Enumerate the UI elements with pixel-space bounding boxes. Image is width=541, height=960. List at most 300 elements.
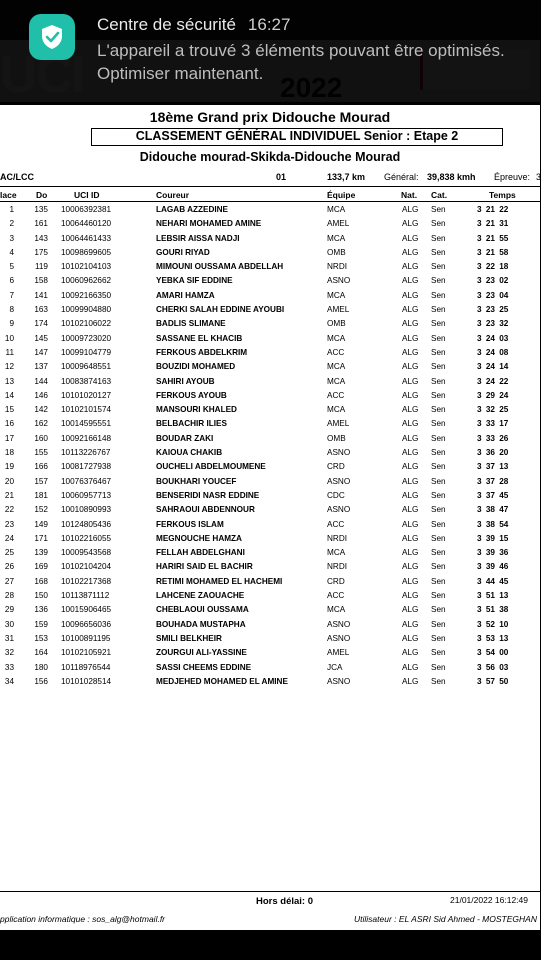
stage-number: 01 (276, 172, 287, 182)
team-code: ASNO (327, 276, 351, 286)
table-row (0, 547, 540, 561)
nationality: ALG (402, 462, 419, 472)
bib-number: 141 (34, 290, 48, 300)
rider-place: 15 (4, 405, 14, 415)
rider-place: 23 (4, 519, 14, 529)
category: Sen (431, 619, 446, 629)
finish-time: 3 38 47 (477, 505, 509, 515)
operator-credit: Utilisateur : EL ASRI Sid Ahmed - MOSTEGHAN (354, 914, 537, 924)
rider-name: KAIOUA CHAKIB (156, 448, 223, 458)
team-code: CRD (327, 576, 345, 586)
table-row (0, 504, 540, 518)
rider-name: GOURI RIYAD (156, 247, 210, 257)
uci-id: 10064460120 (61, 219, 112, 229)
finish-time: 3 29 24 (477, 390, 509, 400)
nationality: ALG (402, 433, 419, 443)
nationality: ALG (402, 662, 419, 672)
rider-name: YEBKA SIF EDDINE (156, 276, 233, 286)
finish-time: 3 39 36 (477, 548, 509, 558)
finish-time: 3 51 13 (477, 591, 509, 601)
category: Sen (431, 276, 446, 286)
nationality: ALG (402, 605, 419, 615)
category: Sen (431, 419, 446, 429)
table-row (0, 490, 540, 504)
table-row (0, 447, 540, 461)
category: Sen (431, 676, 446, 686)
nationality: ALG (402, 219, 419, 229)
team-code: ACC (327, 390, 345, 400)
finish-time: 3 21 31 (477, 219, 509, 229)
category: Sen (431, 362, 446, 372)
rider-name: MANSOURI KHALED (156, 405, 237, 415)
category-code: AC/LCC (0, 172, 34, 182)
category: Sen (431, 262, 446, 272)
col-do: Do (36, 190, 48, 200)
nationality: ALG (402, 305, 419, 315)
uci-id: 10102217368 (61, 576, 112, 586)
bib-number: 157 (34, 476, 48, 486)
table-row (0, 418, 540, 432)
security-notification[interactable] (0, 0, 540, 105)
uci-id: 10010890993 (61, 505, 112, 515)
finish-time: 3 38 54 (477, 519, 509, 529)
finish-time: 3 52 10 (477, 619, 509, 629)
table-row (0, 633, 540, 647)
rider-place: 12 (4, 362, 14, 372)
epreuve-label: Épreuve: (494, 172, 531, 182)
rider-place: 5 (9, 262, 14, 272)
table-row (0, 533, 540, 547)
category: Sen (431, 233, 446, 243)
rider-name: SMILI BELKHEIR (156, 633, 222, 643)
bib-number: 146 (34, 390, 48, 400)
general-speed: 39,838 kmh (427, 172, 476, 182)
category: Sen (431, 576, 446, 586)
bib-number: 169 (34, 562, 48, 572)
table-row (0, 619, 540, 633)
rider-place: 24 (4, 533, 14, 543)
finish-time: 3 44 45 (477, 576, 509, 586)
table-row (0, 576, 540, 590)
category: Sen (431, 533, 446, 543)
uci-id: 10102216055 (61, 533, 112, 543)
hors-delai: Hors délai: 0 (256, 896, 314, 907)
nationality: ALG (402, 290, 419, 300)
table-row (0, 590, 540, 604)
finish-time: 3 24 22 (477, 376, 509, 386)
category: Sen (431, 519, 446, 529)
rider-place: 14 (4, 390, 14, 400)
rider-place: 20 (4, 476, 14, 486)
rider-name: BOUZIDI MOHAMED (156, 362, 236, 372)
rider-place: 18 (4, 448, 14, 458)
team-code: JCA (327, 662, 343, 672)
epreuve-value: 3 (536, 172, 541, 182)
rider-place: 32 (4, 648, 14, 658)
bib-number: 137 (34, 362, 48, 372)
divider (0, 201, 540, 202)
bib-number: 164 (34, 648, 48, 658)
uci-id: 10060957713 (61, 490, 112, 500)
uci-id: 10081727938 (61, 462, 112, 472)
rider-place: 29 (4, 605, 14, 615)
uci-id: 10113226767 (61, 448, 111, 458)
uci-id: 10009543568 (61, 548, 112, 558)
rider-name: FERKOUS ISLAM (156, 519, 224, 529)
general-label: Général: (384, 172, 419, 182)
table-row (0, 376, 540, 390)
rider-name: FERKOUS AYOUB (156, 390, 227, 400)
nationality: ALG (402, 319, 419, 329)
rider-place: 11 (5, 347, 14, 357)
rider-name: RETIMI MOHAMED EL HACHEMI (156, 576, 283, 586)
bib-number: 163 (34, 305, 48, 315)
bib-number: 166 (34, 462, 48, 472)
team-code: NRDI (327, 262, 348, 272)
divider (0, 891, 540, 892)
rider-name: BADLIS SLIMANE (156, 319, 226, 329)
stage-meta (0, 172, 540, 186)
nationality: ALG (402, 205, 419, 214)
bib-number: 119 (34, 262, 48, 272)
finish-time: 3 24 08 (477, 347, 509, 357)
uci-id: 10102105921 (61, 648, 112, 658)
rider-name: HARIRI SAID EL BACHIR (156, 562, 253, 572)
uci-id: 10014595551 (61, 419, 112, 429)
notification-app-name: Centre de sécurité (97, 15, 236, 34)
category: Sen (431, 633, 446, 643)
finish-time: 3 53 13 (477, 633, 509, 643)
finish-time: 3 33 26 (477, 433, 509, 443)
nationality: ALG (402, 276, 419, 286)
bib-number: 139 (34, 548, 48, 558)
rider-place: 4 (9, 247, 14, 257)
team-code: ACC (327, 519, 345, 529)
rider-place: 30 (4, 619, 14, 629)
rider-name: CHEBLAOUI OUSSAMA (156, 605, 249, 615)
rider-place: 34 (4, 676, 14, 686)
rider-name: FELLAH ABDELGHANI (156, 548, 245, 558)
nationality: ALG (402, 476, 419, 486)
uci-id: 10099104779 (61, 347, 112, 357)
uci-id: 10096656036 (61, 619, 112, 629)
nationality: ALG (402, 247, 419, 257)
rider-place: 7 (9, 290, 14, 300)
table-row (0, 318, 540, 332)
team-code: OMB (327, 433, 346, 443)
nationality: ALG (402, 376, 419, 386)
team-code: MCA (327, 605, 346, 615)
finish-time: 3 21 22 (477, 205, 509, 214)
team-code: AMEL (327, 219, 350, 229)
category: Sen (431, 247, 446, 257)
category: Sen (431, 433, 446, 443)
finish-time: 3 39 15 (477, 533, 509, 543)
table-row (0, 261, 540, 275)
nationality: ALG (402, 390, 419, 400)
rider-name: LAGAB AZZEDINE (156, 205, 229, 214)
uci-id: 10015906465 (61, 605, 112, 615)
rider-place: 19 (4, 462, 14, 472)
category: Sen (431, 347, 446, 357)
bib-number: 145 (34, 333, 48, 343)
rider-place: 3 (9, 233, 14, 243)
rider-place: 17 (4, 433, 14, 443)
uci-id: 10118976544 (61, 662, 111, 672)
uci-id: 10098699605 (61, 247, 112, 257)
rider-name: BOUDAR ZAKI (156, 433, 214, 443)
category: Sen (431, 605, 446, 615)
nationality: ALG (402, 448, 419, 458)
category: Sen (431, 333, 446, 343)
nationality: ALG (402, 333, 419, 343)
nationality: ALG (402, 233, 419, 243)
finish-time: 3 37 28 (477, 476, 509, 486)
team-code: MCA (327, 333, 346, 343)
rider-place: 26 (4, 562, 14, 572)
table-row (0, 676, 540, 690)
nationality: ALG (402, 419, 419, 429)
nationality: ALG (402, 505, 419, 515)
category: Sen (431, 390, 446, 400)
nationality: ALG (402, 619, 419, 629)
team-code: ASNO (327, 619, 351, 629)
col-rider: Coureur (156, 190, 190, 200)
team-code: ASNO (327, 676, 351, 686)
notification-title (97, 15, 290, 35)
bib-number: 174 (34, 319, 48, 329)
table-row (0, 476, 540, 490)
rider-place: 6 (9, 276, 14, 286)
bib-number: 135 (34, 205, 48, 214)
team-code: MCA (327, 290, 346, 300)
uci-id: 10083874163 (61, 376, 112, 386)
finish-time: 3 54 00 (477, 648, 509, 658)
team-code: NRDI (327, 562, 348, 572)
col-nat: Nat. (401, 190, 418, 200)
table-row (0, 604, 540, 618)
nationality: ALG (402, 633, 419, 643)
rider-name: BOUHADA MUSTAPHA (156, 619, 246, 629)
bib-number: 161 (34, 219, 48, 229)
rider-name: BENSERIDI NASR EDDINE (156, 490, 260, 500)
nationality: ALG (402, 576, 419, 586)
team-code: ACC (327, 591, 345, 601)
table-row (0, 662, 540, 676)
team-code: OMB (327, 247, 346, 257)
rider-place: 28 (4, 591, 14, 601)
bib-number: 147 (34, 347, 48, 357)
rider-name: ZOURGUI ALI-YASSINE (156, 648, 247, 658)
col-place: lace (0, 190, 17, 200)
divider (0, 186, 540, 187)
uci-id: 10092166350 (61, 290, 112, 300)
team-code: MCA (327, 233, 346, 243)
category: Sen (431, 462, 446, 472)
notification-message: L'appareil a trouvé 3 éléments pouvant être optimisés. Optimiser maintenant. (97, 41, 505, 83)
finish-time: 3 21 55 (477, 233, 509, 243)
col-time: Temps (489, 190, 516, 200)
rider-place: 1 (9, 205, 14, 214)
table-row (0, 304, 540, 318)
nationality: ALG (402, 548, 419, 558)
rider-name: SAHRAOUI ABDENNOUR (156, 505, 255, 515)
bib-number: 149 (34, 519, 48, 529)
team-code: ASNO (327, 448, 351, 458)
finish-time: 3 32 25 (477, 405, 509, 415)
category: Sen (431, 405, 446, 415)
bib-number: 168 (34, 576, 48, 586)
category: Sen (431, 305, 446, 315)
finish-time: 3 56 03 (477, 662, 509, 672)
table-row (0, 290, 540, 304)
rider-name: MEGNOUCHE HAMZA (156, 533, 242, 543)
bib-number: 162 (34, 419, 48, 429)
category: Sen (431, 662, 446, 672)
team-code: MCA (327, 362, 346, 372)
nationality: ALG (402, 405, 419, 415)
col-cat: Cat. (431, 190, 448, 200)
table-row (0, 204, 540, 218)
stage-route: Didouche mourad-Skikda-Didouche Mourad (139, 150, 401, 164)
table-row (0, 347, 540, 361)
stage-distance: 133,7 km (327, 172, 366, 182)
rider-name: OUCHELI ABDELMOUMENE (156, 462, 266, 472)
nationality: ALG (402, 347, 419, 357)
bib-number: 142 (34, 405, 48, 415)
uci-id: 10100891195 (61, 633, 111, 643)
bib-number: 156 (34, 676, 48, 686)
uci-id: 10101028514 (61, 676, 112, 686)
bib-number: 136 (34, 605, 48, 615)
category: Sen (431, 490, 446, 500)
rider-name: LAHCENE ZAOUACHE (156, 591, 245, 601)
bib-number: 160 (34, 433, 48, 443)
finish-time: 3 24 14 (477, 362, 509, 372)
category: Sen (431, 591, 446, 601)
table-row (0, 390, 540, 404)
rider-place: 33 (4, 662, 14, 672)
shield-check-icon (29, 14, 75, 60)
team-code: MCA (327, 205, 346, 214)
rider-place: 22 (4, 505, 14, 515)
table-row (0, 561, 540, 575)
bib-number: 180 (34, 662, 48, 672)
table-row (0, 461, 540, 475)
uci-id: 10009723020 (61, 333, 112, 343)
uci-id: 10102104204 (61, 562, 112, 572)
finish-time: 3 21 58 (477, 247, 509, 257)
rider-name: NEHARI MOHAMED AMINE (156, 219, 262, 229)
rider-place: 9 (9, 319, 14, 329)
rider-place: 13 (4, 376, 14, 386)
rider-name: AMARI HAMZA (156, 290, 215, 300)
rider-name: MIMOUNI OUSSAMA ABDELLAH (156, 262, 284, 272)
rider-place: 16 (4, 419, 14, 429)
rider-name: LEBSIR AISSA NADJI (156, 233, 240, 243)
rider-name: SAHIRI AYOUB (156, 376, 215, 386)
uci-id: 10101020127 (61, 390, 112, 400)
nationality: ALG (402, 519, 419, 529)
table-row (0, 404, 540, 418)
race-title: 18ème Grand prix Didouche Mourad (149, 109, 391, 125)
team-code: ACC (327, 347, 345, 357)
uci-id: 10092166148 (61, 433, 112, 443)
bib-number: 158 (34, 276, 48, 286)
notification-time: 16:27 (247, 15, 291, 34)
team-code: MCA (327, 548, 346, 558)
finish-time: 3 51 38 (477, 605, 509, 615)
category: Sen (431, 219, 446, 229)
finish-time: 3 39 46 (477, 562, 509, 572)
team-code: ASNO (327, 633, 351, 643)
finish-time: 3 23 32 (477, 319, 509, 329)
uci-id: 10006392381 (61, 205, 112, 214)
table-row (0, 361, 540, 375)
rider-name: BELBACHIR ILIES (156, 419, 227, 429)
finish-time: 3 23 25 (477, 305, 509, 315)
results-table (0, 204, 540, 690)
team-code: ASNO (327, 476, 351, 486)
rider-place: 10 (4, 333, 14, 343)
bib-number: 181 (34, 490, 48, 500)
uci-id: 10009648551 (61, 362, 112, 372)
bib-number: 150 (34, 591, 48, 601)
nationality: ALG (402, 490, 419, 500)
rider-name: CHERKI SALAH EDDINE AYOUBI (156, 305, 285, 315)
rider-name: SASSANE EL KHACIB (156, 333, 243, 343)
team-code: AMEL (327, 419, 350, 429)
table-row (0, 247, 540, 261)
rider-place: 21 (4, 490, 14, 500)
finish-time: 3 57 50 (477, 676, 509, 686)
table-row (0, 519, 540, 533)
finish-time: 3 37 13 (477, 462, 509, 472)
finish-time: 3 22 18 (477, 262, 509, 272)
software-credit: pplication informatique : sos_alg@hotmail.fr (0, 914, 166, 924)
finish-time: 3 23 04 (477, 290, 509, 300)
rider-place: 27 (4, 576, 14, 586)
team-code: AMEL (327, 305, 350, 315)
bib-number: 152 (34, 505, 48, 515)
bib-number: 155 (34, 448, 48, 458)
category: Sen (431, 648, 446, 658)
rider-place: 25 (4, 548, 14, 558)
finish-time: 3 37 45 (477, 490, 509, 500)
team-code: OMB (327, 319, 346, 329)
category: Sen (431, 505, 446, 515)
table-row (0, 275, 540, 289)
bib-number: 159 (34, 619, 48, 629)
rider-place: 8 (9, 305, 14, 315)
uci-id: 10124805436 (61, 519, 112, 529)
bib-number: 144 (34, 376, 48, 386)
col-uci-id: UCI ID (74, 190, 100, 200)
table-row (0, 647, 540, 661)
category: Sen (431, 562, 446, 572)
finish-time: 3 36 20 (477, 448, 509, 458)
uci-id: 10076376467 (61, 476, 112, 486)
nationality: ALG (402, 591, 419, 601)
nationality: ALG (402, 262, 419, 272)
bib-number: 175 (34, 247, 48, 257)
finish-time: 3 24 03 (477, 333, 509, 343)
category: Sen (431, 476, 446, 486)
bib-number: 143 (34, 233, 48, 243)
bib-number: 153 (34, 633, 48, 643)
rider-name: MEDJEHED MOHAMED EL AMINE (156, 676, 288, 686)
uci-id: 10102101574 (61, 405, 112, 415)
